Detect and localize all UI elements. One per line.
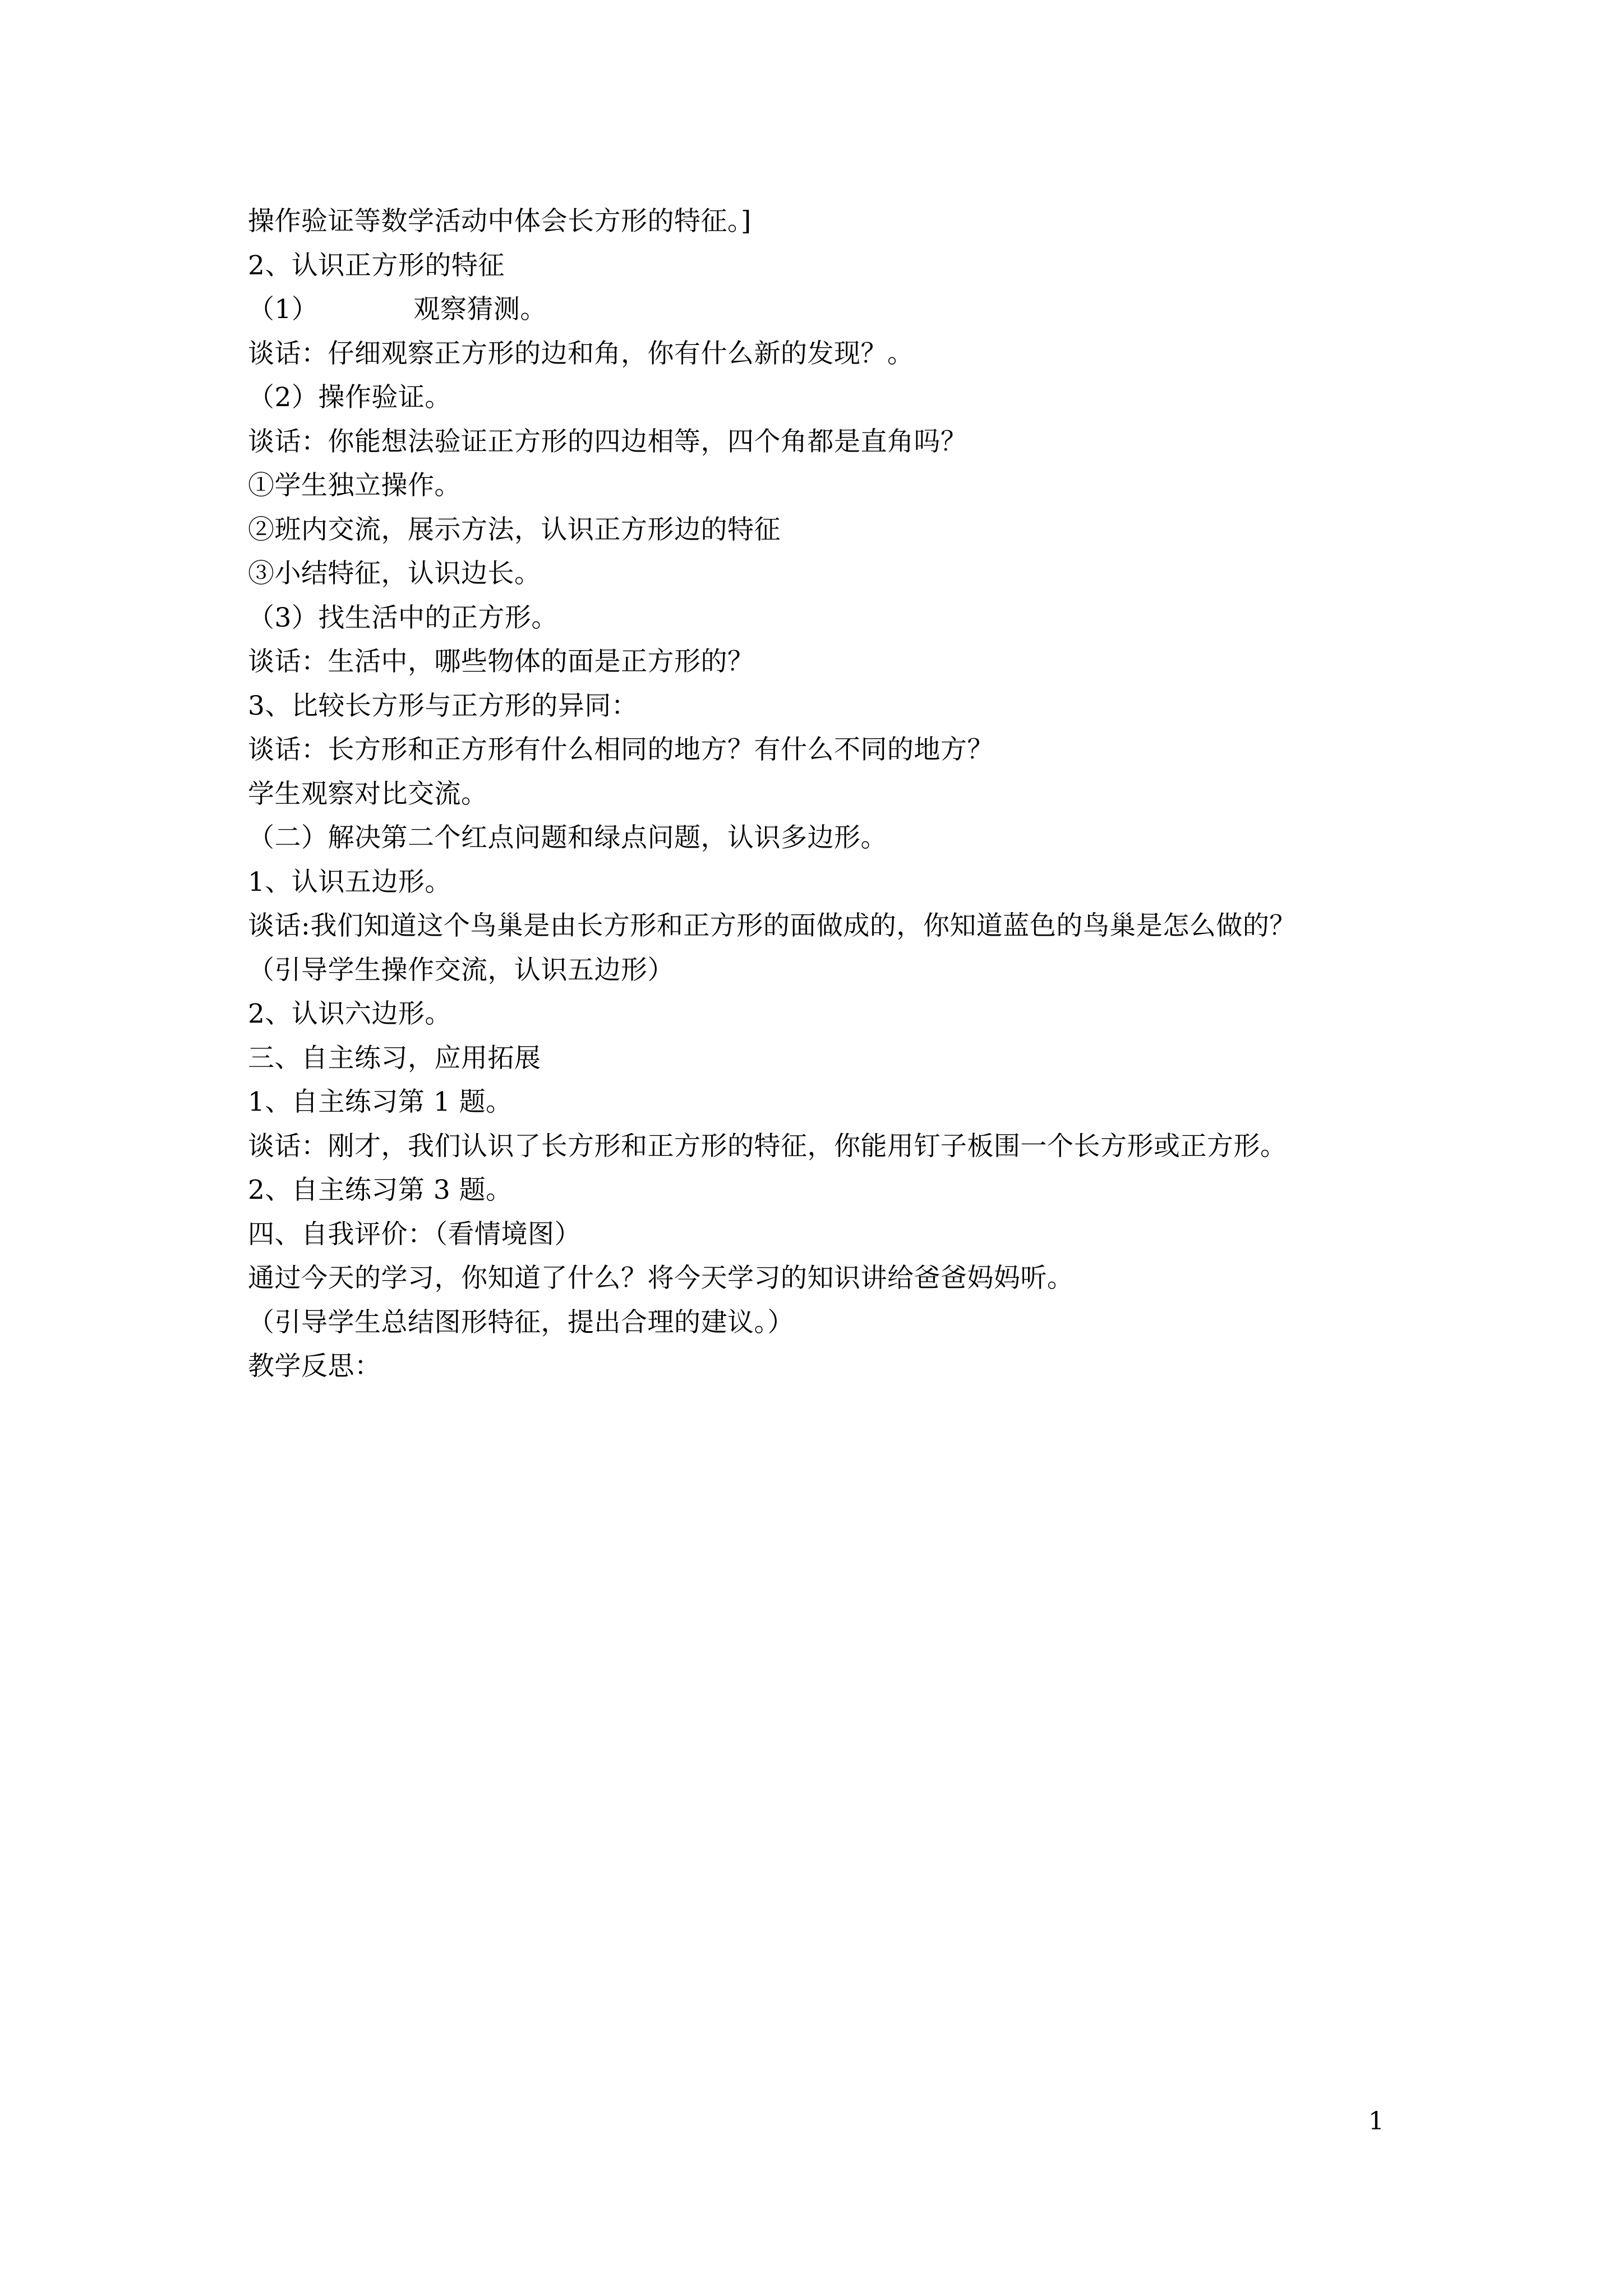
text-line: 谈话：你能想法验证正方形的四边相等，四个角都是直角吗？ [248,426,967,457]
section-heading: 1、自主练习第 1 题。 [248,1087,513,1117]
text-line: 谈话:我们知道这个鸟巢是由长方形和正方形的面做成的，你知道蓝色的鸟巢是怎么做的？ [248,910,1296,941]
text-line: 谈话：刚才，我们认识了长方形和正方形的特征，你能用钉子板围一个长方形或正方形。 [248,1130,1287,1162]
text-line-observe-guess [248,288,1426,332]
item-text: 观察猜测。 [413,294,547,325]
text-line: 操作验证等数学活动中体会长方形的特征。] [248,206,751,237]
section-heading: 三、自主练习，应用拓展 [248,1042,541,1074]
text-line: 通过今天的学习，你知道了什么？将今天学习的知识讲给爸爸妈妈听。 [248,1263,1074,1294]
item-number: （1） [248,294,319,325]
text-line: ③小结特征，认识边长。 [248,558,541,589]
text-line: 谈话：长方形和正方形有什么相同的地方？有什么不同的地方？ [248,734,994,765]
text-line: 谈话：生活中，哪些物体的面是正方形的？ [248,646,754,677]
text-line: 学生观察对比交流。 [248,778,488,809]
text-line: （3）找生活中的正方形。 [248,602,558,633]
section-heading: 1、认识五边形。 [248,866,451,898]
section-heading: 2、认识正方形的特征 [248,250,505,281]
section-heading: 教学反思： [248,1351,381,1382]
text-line: 谈话：仔细观察正方形的边和角，你有什么新的发现？。 [248,338,914,369]
text-line: （2）操作验证。 [248,382,451,413]
text-line: ①学生独立操作。 [248,470,461,501]
section-heading: （二）解决第二个红点问题和绿点问题，认识多边形。 [248,822,887,853]
text-line: ②班内交流，展示方法，认识正方形边的特征 [248,514,781,545]
page-number: 1 [1368,2107,1384,2136]
lesson-plan-body [248,200,1426,1389]
section-heading: 3、比较长方形与正方形的异同： [248,690,638,721]
section-heading: 四、自我评价：（看情境图） [248,1218,581,1250]
section-heading: 2、自主练习第 3 题。 [248,1175,513,1205]
text-line: （引导学生操作交流，认识五边形） [248,954,674,986]
text-line: （引导学生总结图形特征，提出合理的建议。） [248,1306,794,1338]
section-heading: 2、认识六边形。 [248,999,451,1029]
